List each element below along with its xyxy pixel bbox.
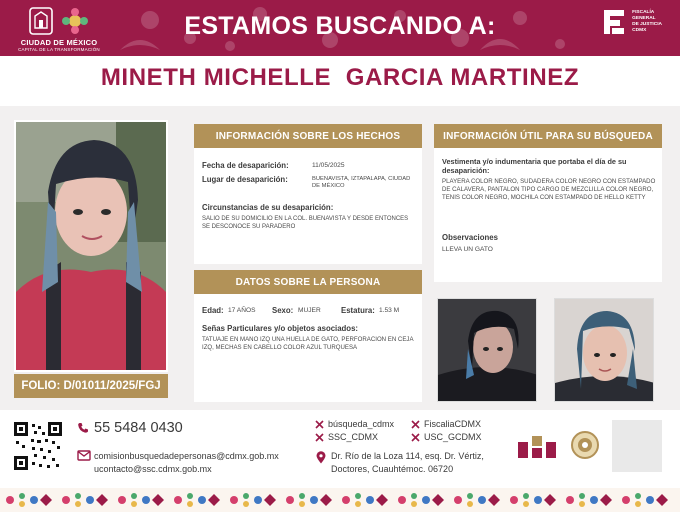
circunstancias-value: SALIO DE SU DOMICILIO EN LA COL. BUENAVISTA Y DESDE ENTONCES SE DESCONOCE SU PARADERO xyxy=(202,216,409,230)
embroidery-border-decoration xyxy=(0,486,680,516)
fiscalia-line-1: FISCALÍA xyxy=(632,10,655,15)
hechos-panel xyxy=(194,124,422,264)
observaciones-value: LLEVA UN GATO xyxy=(442,246,493,253)
senas-value: TATUAJE EN MANO IZQ UNA HUELLA DE GATO, PERFORACION EN CEJA IZQ, MECHAS EN CABELLO COLOR AZUL TURQUESA xyxy=(202,336,414,351)
ssc-badge-icon xyxy=(570,430,600,460)
main-section xyxy=(0,106,680,410)
person-portrait-image xyxy=(16,122,166,370)
sexo-value: MUJER xyxy=(298,307,321,314)
lugar-label: Lugar de desaparición: xyxy=(202,175,288,184)
fiscalia-line-4: CDMX xyxy=(632,28,647,33)
observaciones-label: Observaciones xyxy=(442,233,498,242)
x-social-icon xyxy=(315,420,324,429)
org-tagline: CAPITAL DE LA TRANSFORMACIÓN xyxy=(18,47,100,52)
main-photo xyxy=(14,120,168,372)
decorative-border xyxy=(0,486,680,516)
estatura-value: 1.53 M xyxy=(379,307,400,314)
senas-label: Señas Particulares y/o objetos asociados: xyxy=(202,324,358,333)
social-usc-gcdmx[interactable]: USC_GCDMX xyxy=(424,432,482,442)
photo-3 xyxy=(554,298,654,402)
x-social-icon xyxy=(315,433,324,442)
person-photo-dark-image xyxy=(438,299,537,402)
email-busqueda[interactable]: comisionbusquedadepersonas@cdmx.gob.mx xyxy=(94,451,279,461)
email-icon xyxy=(77,450,91,461)
util-panel xyxy=(434,124,662,282)
phone-number[interactable]: 55 5484 0430 xyxy=(94,420,183,436)
placeholder-logo-box xyxy=(612,420,662,472)
header-banner xyxy=(0,0,680,106)
fecha-value: 11/05/2025 xyxy=(312,162,345,169)
fiscalia-logo xyxy=(600,6,662,38)
page-title: ESTAMOS BUSCANDO A: xyxy=(184,12,496,40)
fiscalia-line-3: DE JUSTICIA xyxy=(632,22,662,27)
lugar-value: BUENAVISTA, IZTAPALAPA, CIUDAD DE MÉXICO xyxy=(312,176,411,189)
persona-panel xyxy=(194,270,422,402)
estatura-label: Estatura: xyxy=(341,306,375,315)
name-bar xyxy=(0,56,680,106)
address-line-1: Dr. Río de la Loza 114, esq. Dr. Vértiz, xyxy=(331,451,484,461)
fecha-label: Fecha de desaparición: xyxy=(202,161,289,170)
vestimenta-value: PLAYERA COLOR NEGRO, SUDADERA COLOR NEGRO CON ESTAMPADO DE CALAVERA, PANTALON TIPO CARGO DE MEZCLILLA COLOR NEGRO, TENIS COLOR NEGRO, MOCHILA CON ESTAMPADO DE HELLO KETTY xyxy=(442,178,656,201)
c5-logo-icon xyxy=(517,434,557,460)
photo-2 xyxy=(437,298,537,402)
qr-code-icon[interactable] xyxy=(14,422,62,470)
person-photo-light-image xyxy=(555,299,654,402)
phone-icon xyxy=(77,422,89,434)
fgj-logo-icon xyxy=(600,6,628,38)
x-social-icon xyxy=(411,420,420,429)
sexo-label: Sexo: xyxy=(272,306,294,315)
vestimenta-label: Vestimenta y/o indumentaria que portaba el día de su desaparición: xyxy=(442,157,627,175)
fiscalia-line-2: GENERAL xyxy=(632,16,656,21)
social-busqueda-cdmx[interactable]: búsqueda_cdmx xyxy=(328,419,395,429)
address-line-2: Doctores, Cuauhtémoc. 06720 xyxy=(331,464,454,474)
util-heading: INFORMACIÓN ÚTIL PARA SU BÚSQUEDA xyxy=(434,124,662,148)
footer xyxy=(0,410,680,486)
persona-heading: DATOS SOBRE LA PERSONA xyxy=(194,270,422,294)
hechos-heading: INFORMACIÓN SOBRE LOS HECHOS xyxy=(194,124,422,148)
missing-person-name: MINETH MICHELLE GARCIA MARTINEZ xyxy=(100,64,580,91)
location-pin-icon xyxy=(316,451,326,464)
x-social-icon xyxy=(411,433,420,442)
social-fiscalia-cdmx[interactable]: FiscaliaCDMX xyxy=(424,419,482,429)
edad-label: Edad: xyxy=(202,306,224,315)
org-name: CIUDAD DE MÉXICO xyxy=(20,38,98,47)
folio-badge: FOLIO: D/01011/2025/FGJ xyxy=(14,374,168,398)
email-contacto[interactable]: ucontacto@ssc.cdmx.gob.mx xyxy=(94,464,212,474)
social-ssc-cdmx[interactable]: SSC_CDMX xyxy=(328,432,379,442)
edad-value: 17 AÑOS xyxy=(228,307,256,314)
circunstancias-label: Circunstancias de su desaparición: xyxy=(202,203,334,212)
